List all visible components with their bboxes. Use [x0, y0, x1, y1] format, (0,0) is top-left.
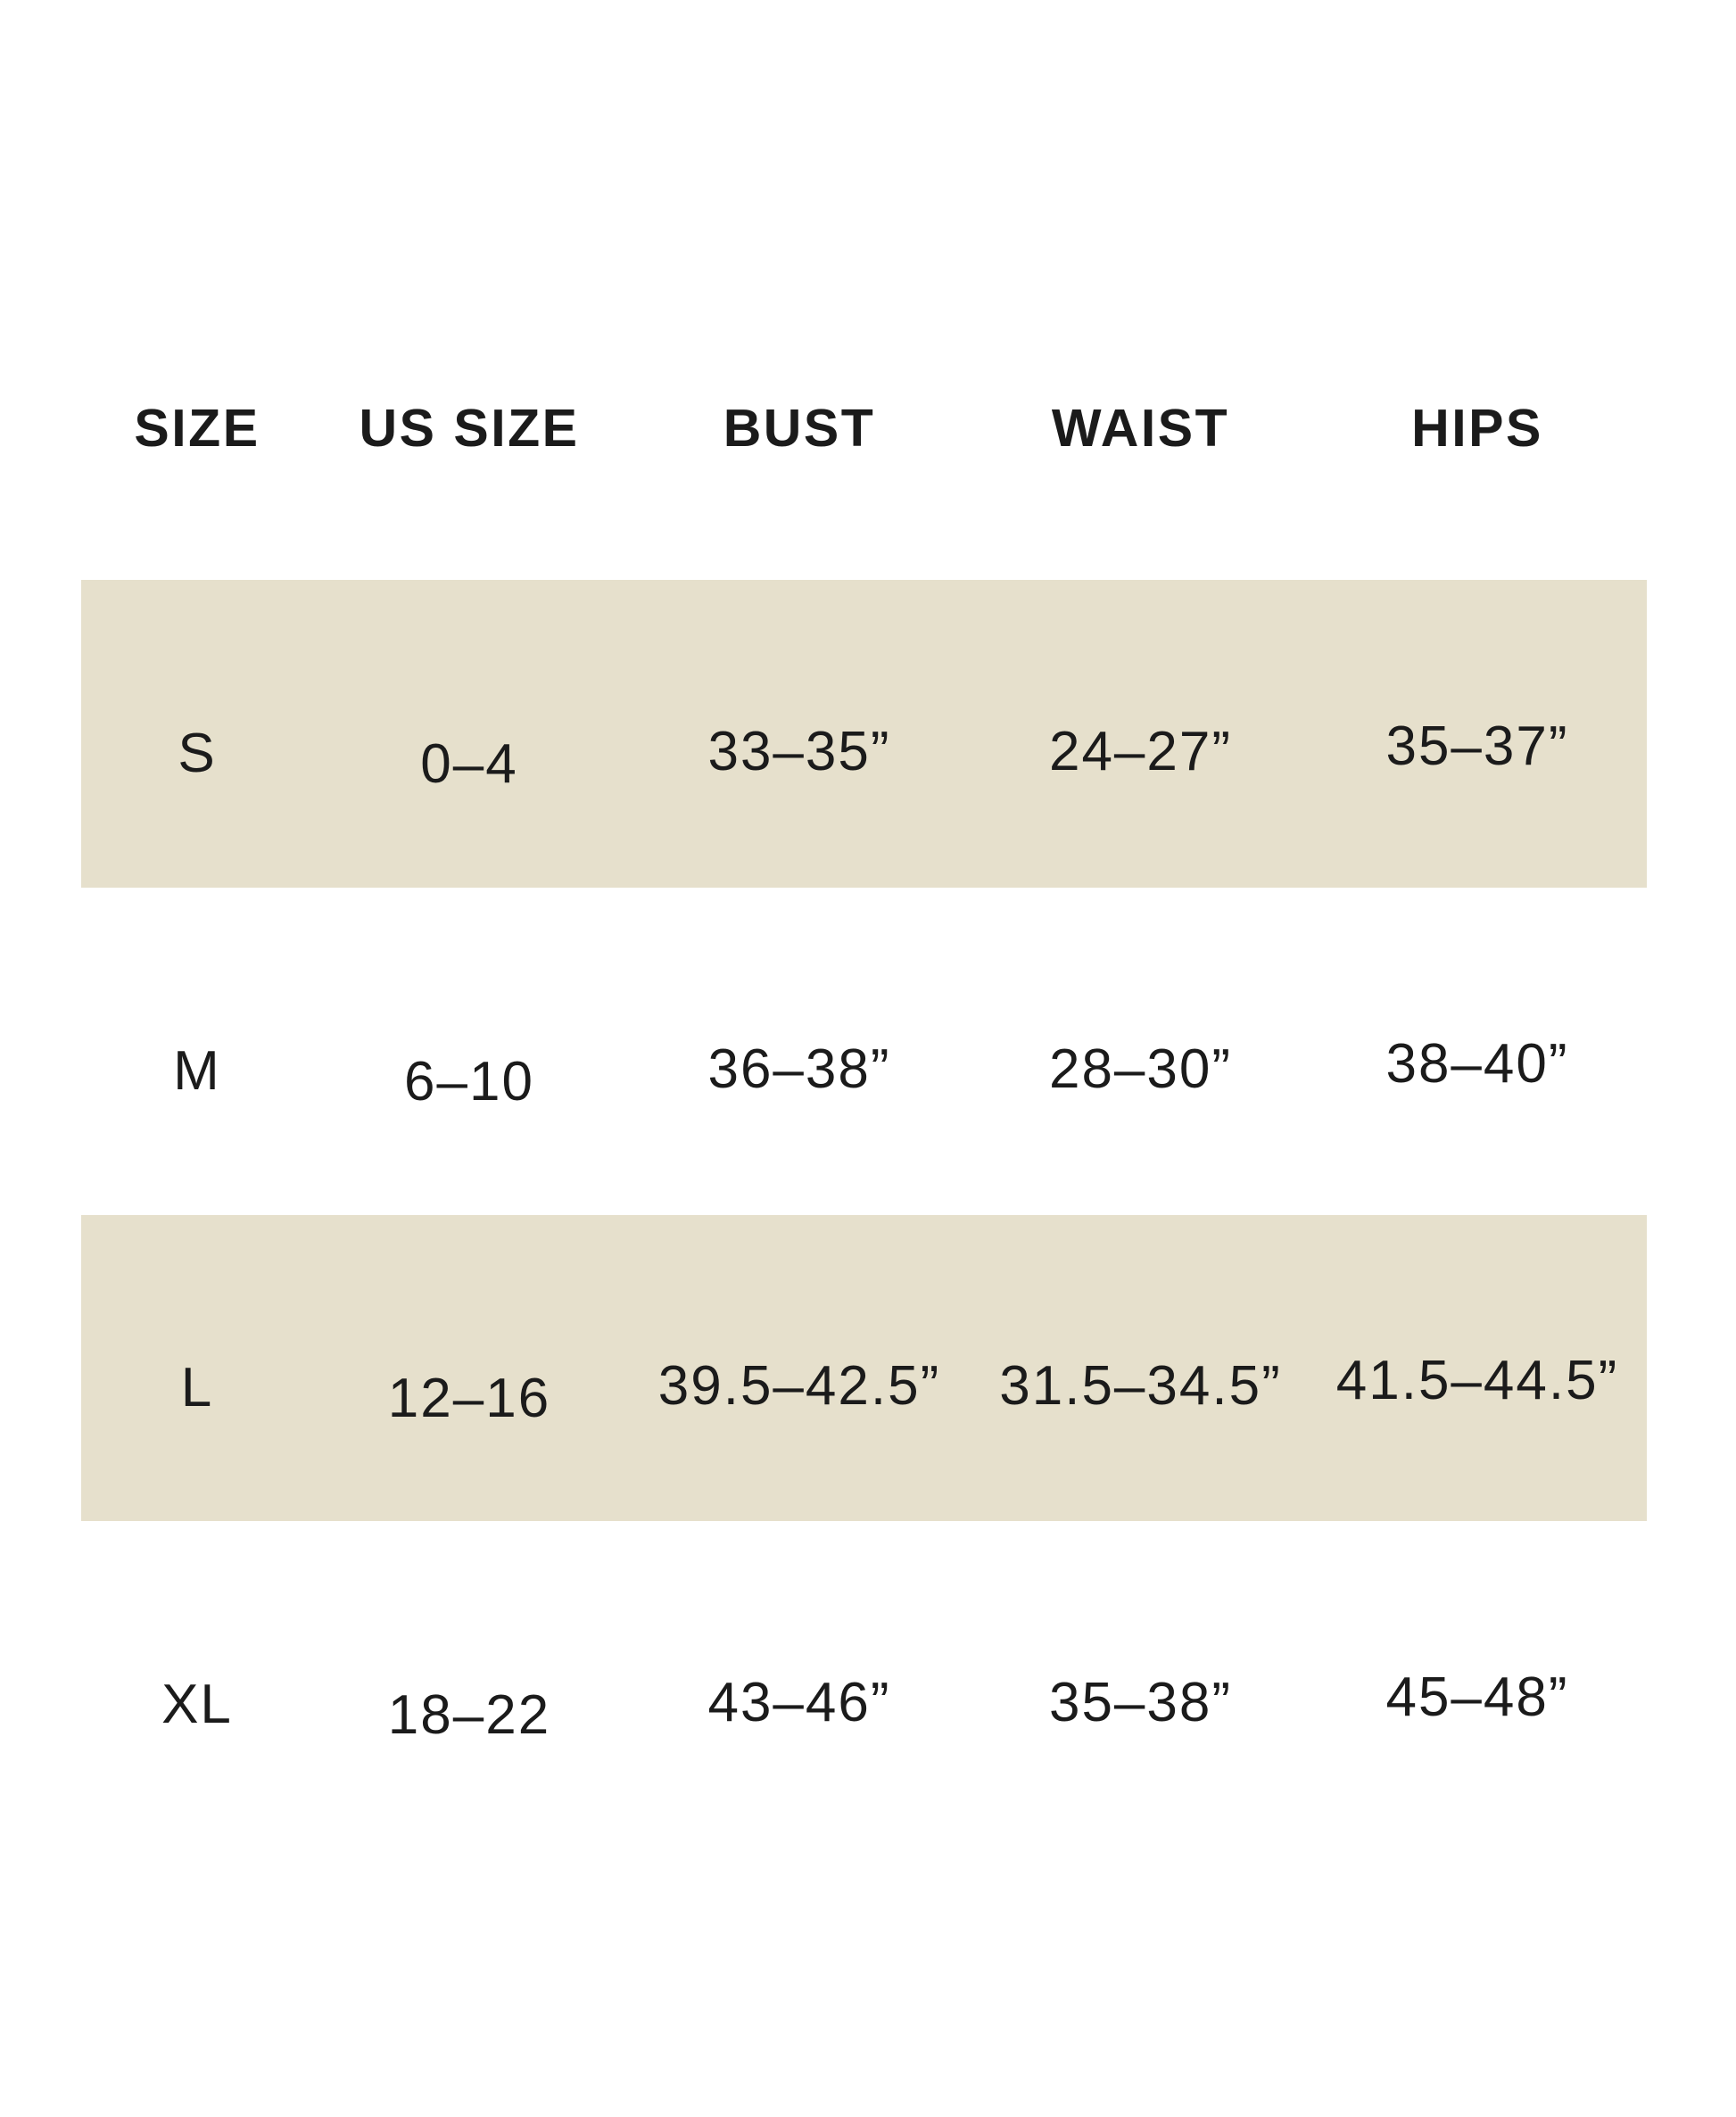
cell-hips: 45–48”	[1385, 1666, 1569, 1728]
cell-us-size: 12–16	[387, 1368, 551, 1429]
cell-bust: 43–46”	[707, 1672, 891, 1733]
column-header-size: SIZE	[134, 399, 260, 458]
column-header-hips: HIPS	[1411, 399, 1543, 458]
size-chart-body	[81, 580, 1647, 1848]
column-header-us-size: US SIZE	[359, 399, 580, 458]
table-row-l	[81, 1215, 1647, 1521]
cell-us-size: 18–22	[387, 1684, 551, 1746]
cell-waist: 24–27”	[1048, 721, 1233, 782]
column-header-bust: BUST	[723, 399, 876, 458]
cell-bust: 36–38”	[707, 1038, 891, 1100]
cell-waist: 35–38”	[1048, 1672, 1233, 1733]
table-row-xl	[81, 1521, 1647, 1848]
cell-waist: 31.5–34.5”	[999, 1355, 1282, 1417]
size-chart-header-row	[81, 379, 1647, 477]
cell-hips: 41.5–44.5”	[1335, 1350, 1619, 1411]
cell-us-size: 0–4	[420, 733, 518, 795]
cell-us-size: 6–10	[404, 1051, 534, 1112]
table-row-s	[81, 580, 1647, 888]
cell-waist: 28–30”	[1048, 1038, 1233, 1100]
cell-size-label: M	[173, 1040, 221, 1102]
cell-size-label: L	[180, 1357, 214, 1418]
cell-size-label: XL	[161, 1674, 233, 1735]
table-row-m	[81, 888, 1647, 1215]
cell-hips: 38–40”	[1385, 1033, 1569, 1095]
column-header-waist: WAIST	[1051, 399, 1230, 458]
cell-size-label: S	[178, 723, 217, 784]
cell-bust: 33–35”	[707, 721, 891, 782]
cell-bust: 39.5–42.5”	[657, 1355, 941, 1417]
cell-hips: 35–37”	[1385, 715, 1569, 777]
